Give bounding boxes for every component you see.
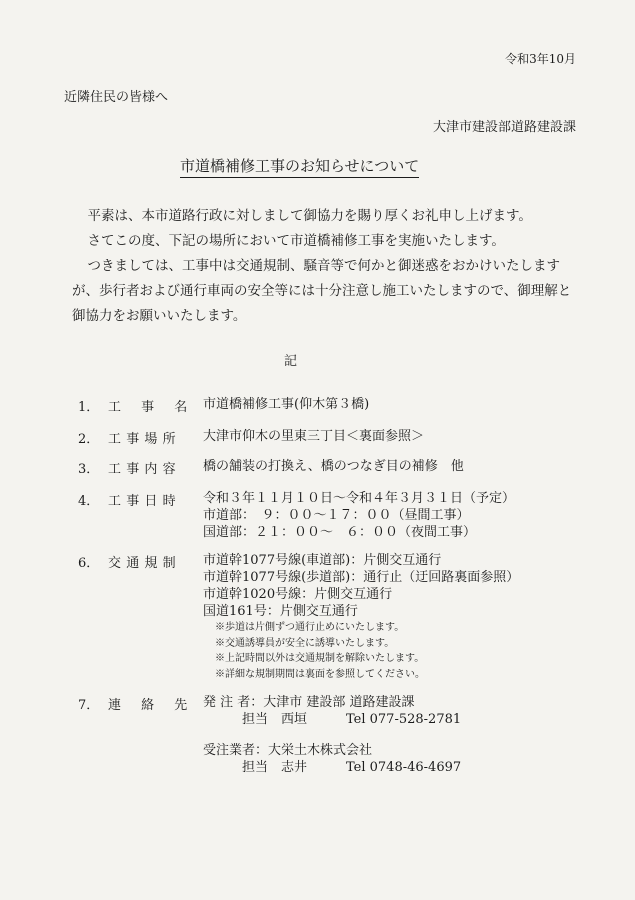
- item-value: [203, 490, 515, 541]
- item-label: 工事場所: [108, 432, 181, 447]
- item-number: 7．: [78, 698, 100, 713]
- issue-date: 令和3年10月: [505, 52, 576, 66]
- item-value: [203, 396, 369, 413]
- item-value-line: 国道部：２１：００～ ６：００（夜間工事）: [203, 525, 477, 540]
- item-label: 交通規制: [108, 556, 181, 571]
- traffic-note: ※上記時間以外は交通規制を解除いたします。: [215, 653, 425, 664]
- item-value: [203, 552, 519, 682]
- body-paragraph: さてこの度、下記の場所において市道橋補修工事を実施いたします。: [87, 233, 505, 249]
- contact-orderer-person: 担当 西垣 Tel 077-528-2781: [203, 712, 462, 727]
- traffic-note: ※詳細な規制期間は裏面を参照してください。: [215, 668, 425, 680]
- contact-contractor: 受注業者：大栄土木株式会社: [203, 743, 373, 758]
- item-value-line: 市道幹1020号線：片側交互通行: [203, 587, 393, 602]
- item-value-line: 市道幹1077号線(歩道部)：通行止（迂回路裏面参照）: [203, 570, 520, 585]
- contact-spacer: [203, 728, 461, 742]
- item-label: 工事内容: [108, 462, 181, 477]
- item-value-line: 橋の舗装の打換え、橋のつなぎ目の補修 他: [203, 459, 464, 474]
- contact-orderer: 発 注 者：大津市 建設部 道路建設課: [203, 695, 415, 710]
- recipient-line: 近隣住民の皆様へ: [64, 90, 169, 105]
- item-number: 4．: [78, 494, 100, 509]
- item-value-line: 市道橋補修工事(仰木第３橋): [203, 397, 370, 412]
- traffic-note: ※歩道は片側ずつ通行止めにいたします。: [215, 622, 405, 633]
- issuer-line: 大津市建設部道路建設課: [432, 120, 576, 135]
- item-value: [203, 458, 464, 475]
- item-number: 6．: [78, 556, 100, 571]
- item-label: 連絡先: [108, 698, 208, 713]
- traffic-note: ※交通誘導員が安全に誘導いたします。: [215, 637, 395, 649]
- item-value-line: 市道幹1077号線(車道部)：片側交互通行: [203, 553, 442, 568]
- item-value-line: 令和３年１１月１０日～令和４年３月３１日（予定）: [203, 491, 516, 506]
- item-value-line: 大津市仰木の里東三丁目＜裏面参照＞: [203, 429, 425, 444]
- item-label: 工事日時: [108, 494, 181, 509]
- item-label: 工事名: [108, 400, 208, 415]
- item-value-line: 国道161号：片側交互通行: [203, 604, 358, 619]
- item-number: 1．: [78, 400, 100, 415]
- item-value: [203, 428, 424, 445]
- notice-title: 市道橋補修工事のお知らせについて: [180, 156, 419, 178]
- item-number: 3．: [78, 462, 100, 477]
- contact-contractor-person: 担当 志井 Tel 0748-46-4697: [203, 760, 462, 775]
- body-paragraph: 平素は、本市道路行政に対しまして御協力を賜り厚くお礼申し上げます。: [87, 208, 532, 224]
- item-number: 2．: [78, 432, 100, 447]
- ki-heading: 記: [284, 354, 298, 369]
- notice-body: [72, 204, 582, 329]
- body-paragraph: つきましては、工事中は交通規制、騒音等で何かと御迷惑をおかけいたしますが、歩行者および通行車両の安全等には十分注意し施工いたしますので、御理解と御協力をお願いいたします。: [72, 258, 572, 324]
- item-value: [203, 694, 461, 776]
- item-value-line: 市道部： ９：００～１７：００（昼間工事）: [203, 508, 470, 523]
